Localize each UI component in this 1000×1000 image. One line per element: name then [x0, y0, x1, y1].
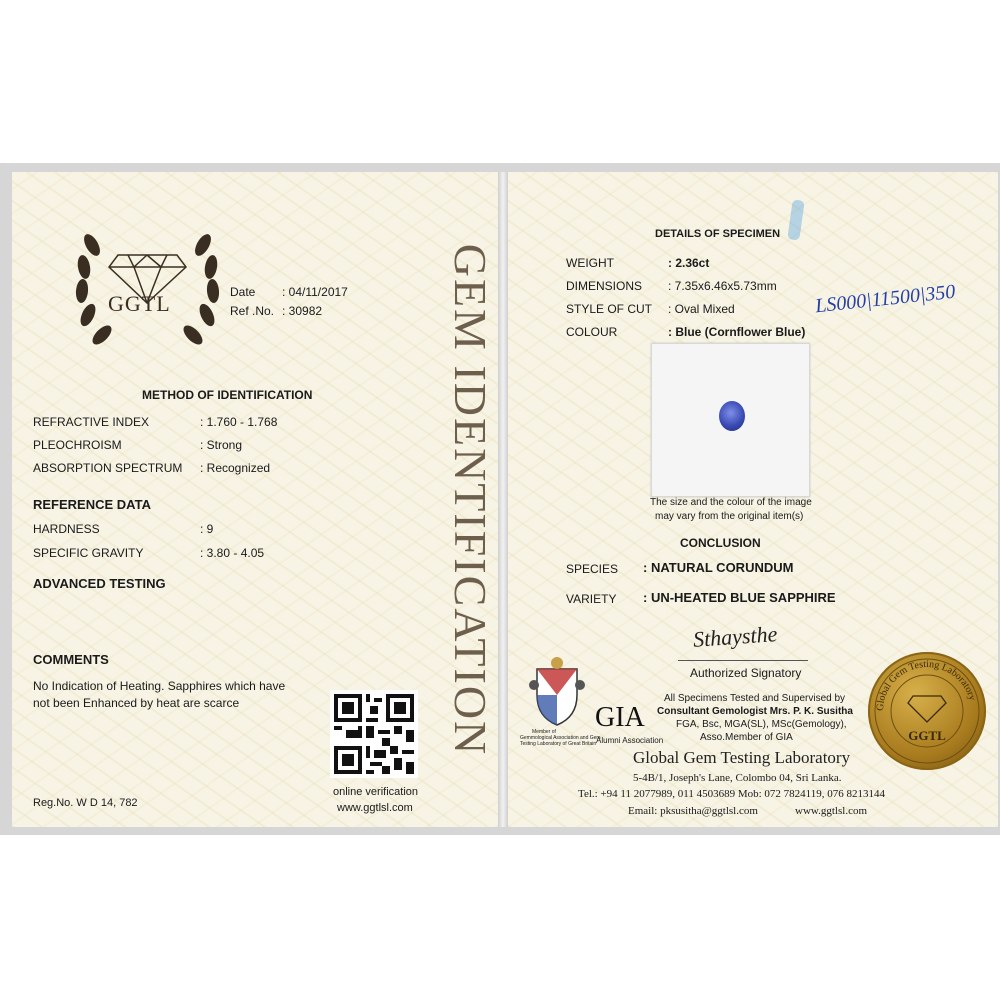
method-label: ABSORPTION SPECTRUM — [33, 461, 183, 475]
reference-label: HARDNESS — [33, 522, 100, 536]
signature: Sthaysthe — [692, 621, 779, 652]
reference-value: : 9 — [200, 522, 214, 536]
spine-title: GEM IDENTIFICATION — [445, 243, 496, 757]
signatory-label: Authorized Signatory — [690, 666, 802, 680]
comments-line: not been Enhanced by heat are scarce — [33, 696, 240, 710]
comments-line: No Indication of Heating. Sapphires which have — [33, 679, 286, 693]
method-value: : Recognized — [200, 461, 271, 475]
reference-label: SPECIFIC GRAVITY — [33, 546, 144, 560]
sapphire-gem-image — [719, 401, 745, 431]
image-note: may vary from the original item(s) — [655, 511, 804, 522]
seal-ring-text: Global Gem Testing Laboratory — [874, 658, 978, 712]
lab-email[interactable]: Email: pksusitha@ggtlsl.com — [628, 805, 758, 817]
qr-url[interactable]: www.ggtlsl.com — [337, 802, 413, 814]
signature-line — [678, 660, 808, 661]
species-value: : NATURAL CORUNDUM — [643, 560, 794, 575]
registration-number: Reg.No. W D 14, 782 — [33, 797, 138, 809]
conclusion-heading: CONCLUSION — [680, 536, 761, 550]
variety-value: : UN-HEATED BLUE SAPPHIRE — [643, 590, 836, 605]
variety-label: VARIETY — [566, 592, 617, 606]
detail-value: : Oval Mixed — [668, 302, 735, 316]
method-label: PLEOCHROISM — [33, 438, 122, 452]
method-label: REFRACTIVE INDEX — [33, 415, 150, 429]
gem-a-crest-icon — [528, 655, 586, 727]
supervised-line: All Specimens Tested and Supervised by — [664, 693, 846, 704]
image-note: The size and the colour of the image — [650, 497, 812, 508]
crest-caption: Gemmological Association and Gem — [520, 735, 601, 741]
lab-address: 5-4B/1, Joseph's Lane, Colombo 04, Sri Lanka. — [633, 772, 842, 784]
qr-label: online verification — [333, 786, 418, 798]
detail-label: WEIGHT — [566, 256, 614, 270]
supervised-line: Asso.Member of GIA — [700, 732, 793, 743]
lab-name: Global Gem Testing Laboratory — [633, 748, 851, 767]
ref-label: Ref .No. — [230, 304, 275, 318]
comments-heading: COMMENTS — [33, 652, 109, 667]
detail-label: STYLE OF CUT — [566, 302, 653, 316]
details-heading: DETAILS OF SPECIMEN — [655, 228, 781, 240]
date-value: : 04/11/2017 — [282, 285, 348, 299]
crest-caption: Testing Laboratory of Great Britain — [520, 741, 597, 747]
gia-subtitle: Alumni Association — [596, 736, 664, 745]
crest-caption: Member of — [532, 729, 556, 735]
seal-text: GGTL — [908, 728, 946, 743]
detail-value: : Blue (Cornflower Blue) — [668, 325, 806, 339]
qr-code[interactable] — [330, 690, 418, 778]
logo-text: GGTL — [108, 291, 171, 316]
detail-value: : 2.36ct — [668, 256, 710, 270]
ggtl-laurel-logo — [70, 215, 225, 355]
species-label: SPECIES — [566, 562, 619, 576]
reference-heading: REFERENCE DATA — [33, 497, 151, 512]
lab-website[interactable]: www.ggtlsl.com — [795, 805, 868, 817]
reference-value: : 3.80 - 4.05 — [200, 546, 265, 560]
method-heading: METHOD OF IDENTIFICATION — [142, 388, 313, 402]
detail-label: DIMENSIONS — [566, 279, 643, 293]
supervised-line: Consultant Gemologist Mrs. P. K. Susitha — [657, 706, 853, 717]
method-value: : 1.760 - 1.768 — [200, 415, 278, 429]
gia-logo-text: GIA — [595, 702, 645, 733]
lab-phone: Tel.: +94 11 2077989, 011 4503689 Mob: 072 7824119, 076 8213144 — [578, 788, 886, 800]
seal-ring — [868, 652, 986, 770]
detail-label: COLOUR — [566, 325, 618, 339]
handwritten-code: LS000|11500|350 — [814, 280, 957, 318]
ref-value: : 30982 — [282, 304, 323, 318]
supervised-line: FGA, Bsc, MGA(SL), MSc(Gemology), — [676, 719, 847, 730]
detail-value: : 7.35x6.46x5.73mm — [668, 279, 777, 293]
advanced-heading: ADVANCED TESTING — [33, 576, 166, 591]
date-label: Date — [230, 285, 256, 299]
method-value: : Strong — [200, 438, 243, 452]
